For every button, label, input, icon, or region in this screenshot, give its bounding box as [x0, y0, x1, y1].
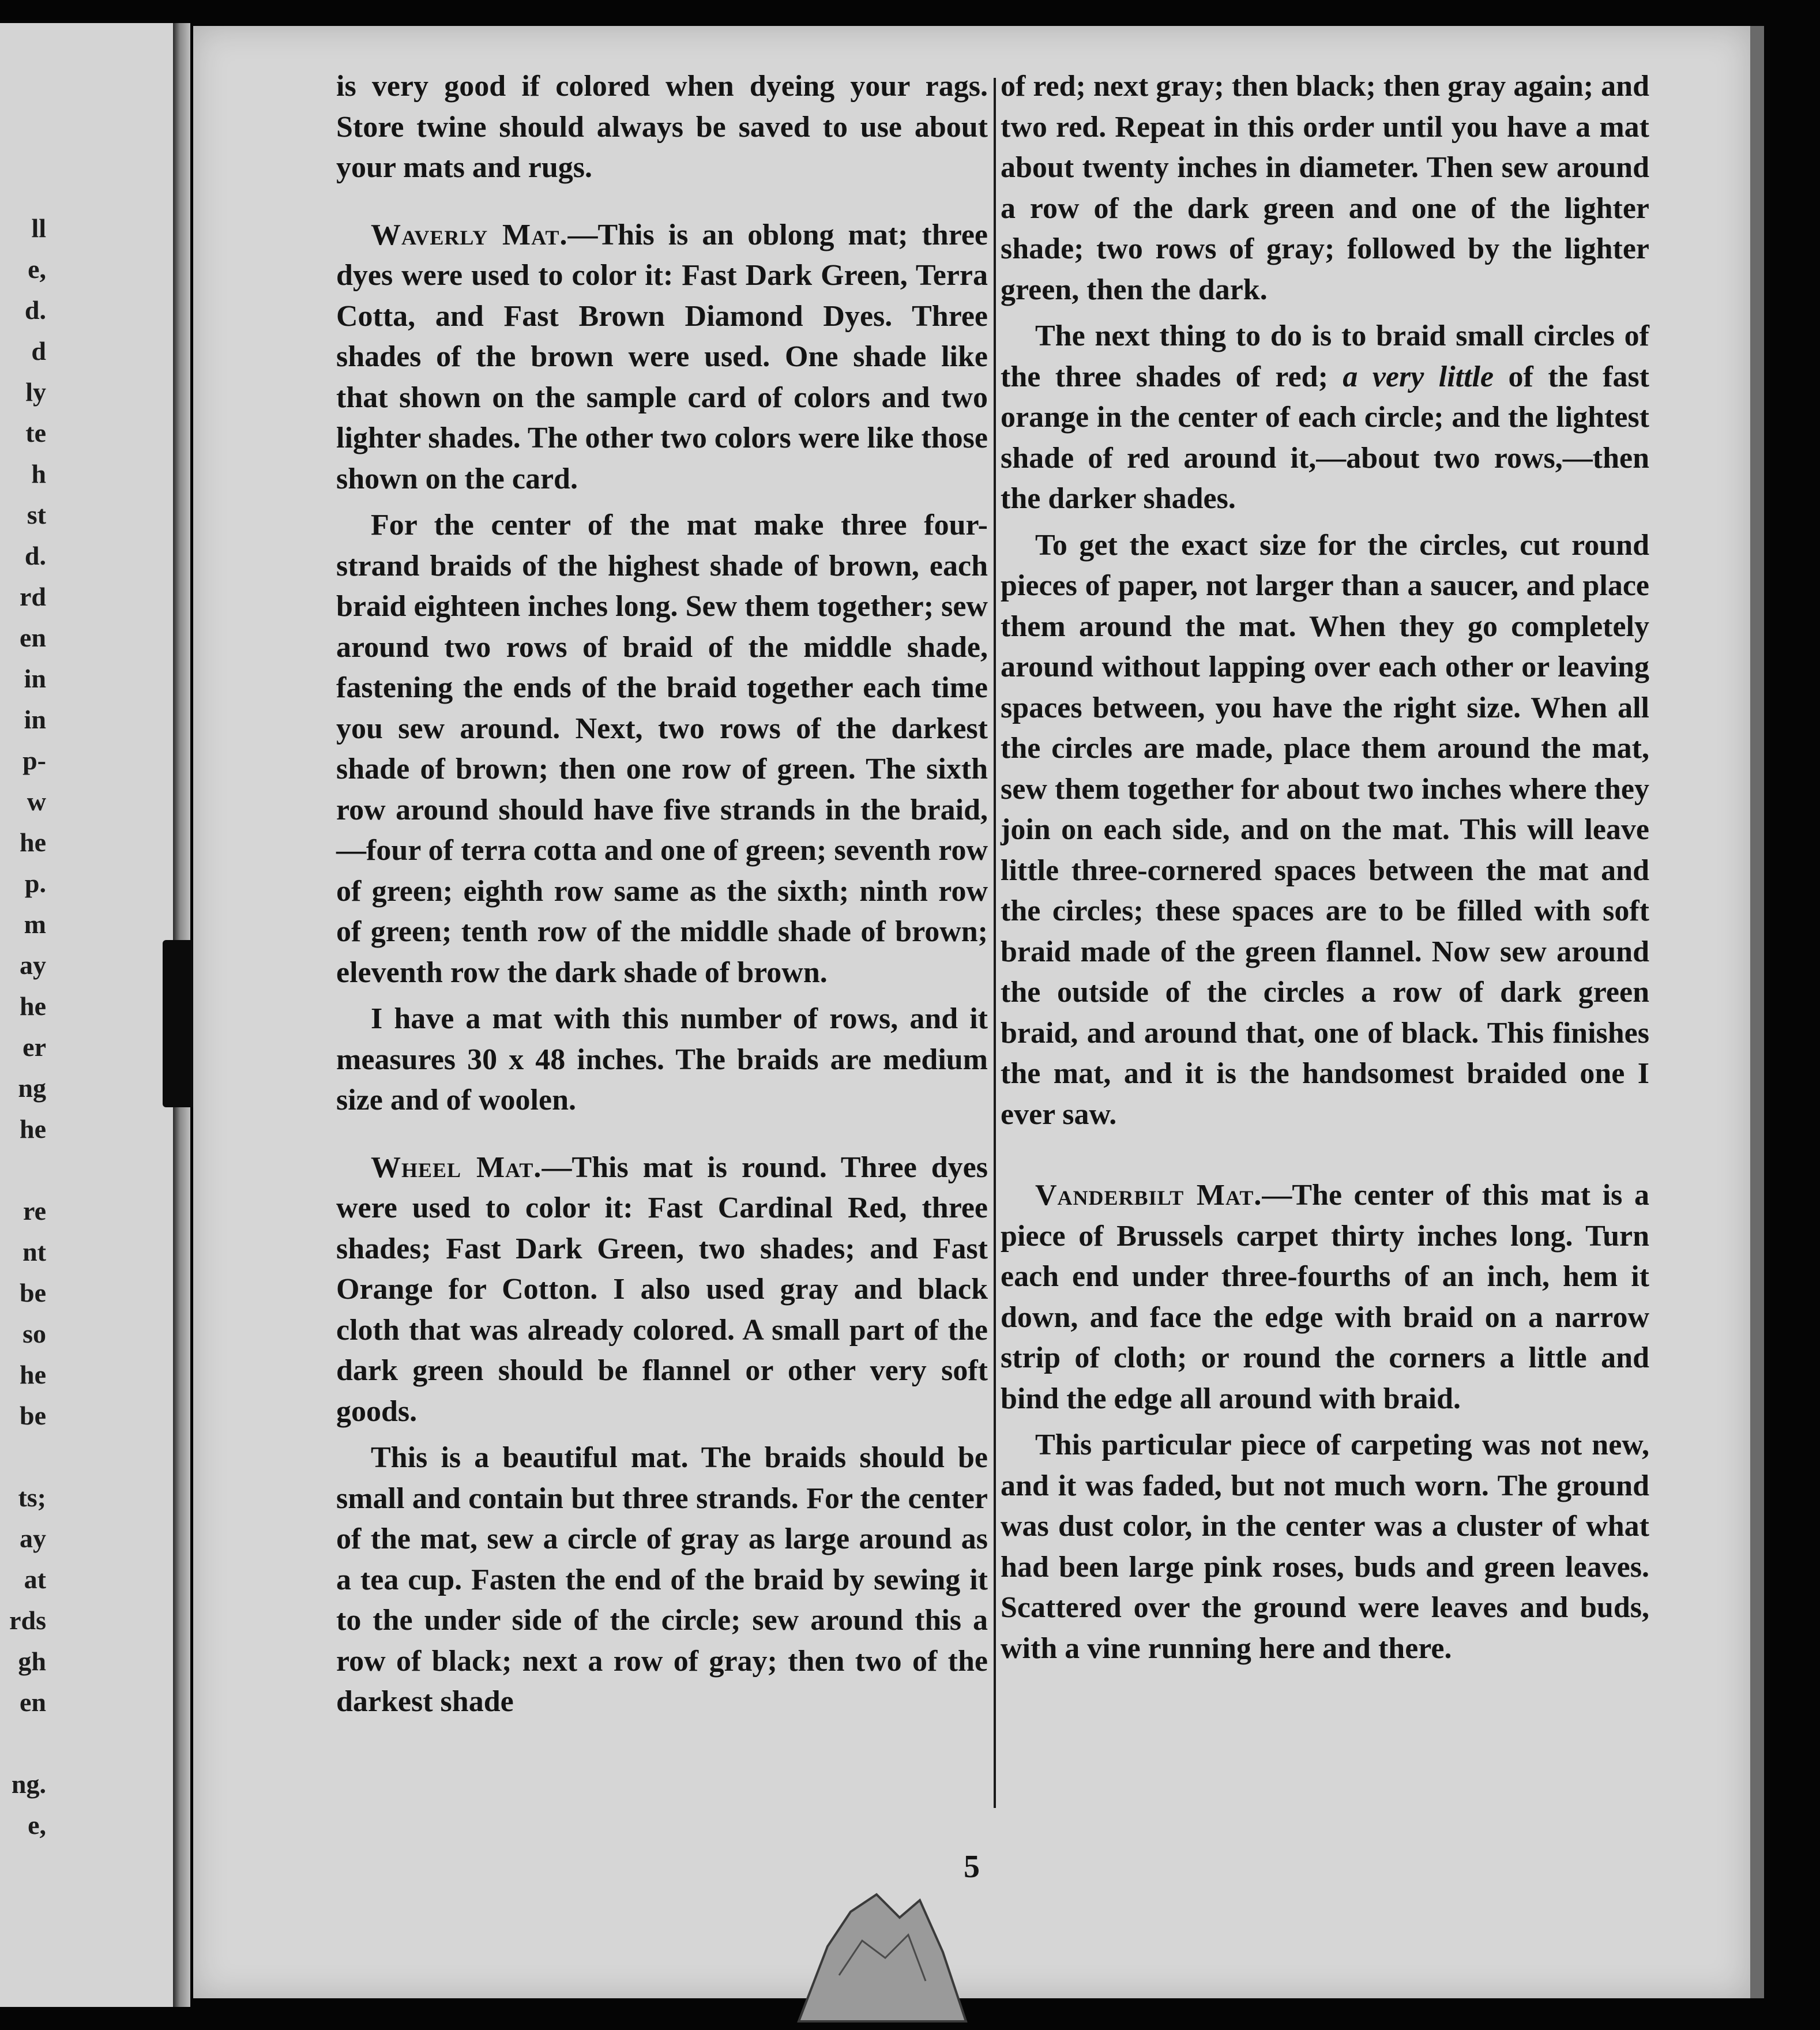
facing-line-ending: at [24, 1565, 46, 1594]
facing-line-ending: p- [22, 746, 46, 775]
facing-line-ending: e, [28, 254, 46, 284]
emphasis-text: a very little [1343, 360, 1494, 393]
facing-line-ending: d [31, 336, 46, 366]
facing-line-ending: te [25, 418, 46, 448]
waverly-mat-paragraph: Waverly Mat.—This is an oblong mat; three dyes were used to color it: Fast Dark Green, Terra Cotta, and Fast Brown Diamond Dyes. Three shades of the brown were used. One shade like that shown on the sample card of colors and two lighter shades. The other two colors were like those shown on the card. [336, 218, 988, 495]
facing-line-ending: ng. [11, 1769, 46, 1799]
facing-line-ending: w [27, 787, 46, 816]
facing-line-ending: ay [20, 950, 46, 980]
facing-line-ending: st [27, 500, 46, 529]
facing-line-ending: ll [31, 213, 46, 243]
book-page [193, 26, 1764, 1998]
facing-line-ending [0, 1436, 46, 1477]
facing-line-ending: m [24, 909, 46, 939]
facing-line-ending: so [22, 1319, 46, 1348]
wheel-continued-paragraph: of red; next gray; then black; then gray again; and two red. Repeat in this order until you have a mat about twenty inches in diameter. Then sew around a row of the dark green and one of the lighter shade; two rows of gray; followed by the lighter green, then the dark. [1001, 70, 1649, 306]
facing-line-ending [0, 1149, 46, 1190]
facing-line-ending: rds [9, 1606, 46, 1635]
waverly-mat-heading: Waverly Mat. [371, 218, 568, 251]
paper-tear-mark [776, 1877, 983, 2027]
waverly-instructions-paragraph: For the center of the mat make three four-strand braids of the highest shade of brown, each braid eighteen inches long. Sew them together; sew around two rows of braid of the middle shade, fastening the ends of the braid together each time you sew around. Next, two rows of the darkest shade of brown; then one row of green. The sixth row around should have five strands in the braid,—four of terra cotta and one of green; seventh row of green; eighth row same as the sixth; ninth row of green; tenth row of the middle shade of brown; eleventh row the dark shade of brown. [336, 509, 988, 989]
facing-line-ending: d. [24, 295, 46, 325]
facing-line-ending: in [24, 664, 46, 693]
facing-line-ending: nt [22, 1237, 46, 1266]
facing-page-fragment [0, 23, 173, 2007]
facing-line-ending: be [20, 1278, 46, 1307]
facing-line-ending: gh [18, 1646, 46, 1676]
column-divider [994, 78, 996, 1808]
facing-line-ending: ay [20, 1524, 46, 1553]
facing-line-ending: in [24, 705, 46, 734]
continued-paragraph: is very good if colored when dyeing your rags. Store twine should always be saved to use about your mats and rugs. [336, 70, 988, 184]
facing-line-ending: en [20, 1687, 46, 1717]
facing-line-ending: he [20, 991, 46, 1021]
circles-paragraph: The next thing to do is to braid small circles of the three shades of red; a very little of the fast orange in the center of each circle; and the lightest shade of red around it,—about two rows,—then the darker shades. [1001, 319, 1649, 515]
facing-line-ending: er [22, 1032, 46, 1062]
facing-line-ending: rd [20, 582, 46, 611]
facing-line-ending: re [22, 1196, 46, 1225]
facing-line-ending: d. [24, 541, 46, 570]
wheel-mat-paragraph: Wheel Mat.—This mat is round. Three dyes were used to color it: Fast Cardinal Red, three shades; Fast Dark Green, two shades; and Fast Orange for Cotton. I also used gray and black cloth that was already colored. A small part of the dark green should be flannel or other very soft goods. [336, 1151, 988, 1428]
facing-line-ending: ly [25, 377, 46, 407]
facing-line-ending: ng [18, 1073, 46, 1103]
wheel-mat-heading: Wheel Mat. [371, 1151, 542, 1184]
facing-line-ending: he [20, 828, 46, 857]
facing-line-ending: p. [24, 869, 46, 898]
circle-size-paragraph: To get the exact size for the circles, cut round pieces of paper, not larger than a saucer, and place them around the mat. When they go completely around without lapping over each other or leaving spaces between, you have the right size. When all the circles are made, place them around the mat, sew them together for about two inches where they join on each side, and on the mat. This will leave little three-cornered spaces between the mat and the circles; these spaces are to be filled with soft braid made of the green flannel. Now sew around the outside of the circles a row of dark green braid, and around that, one of black. This finishes the mat, and it is the handsomest braided one I ever saw. [1001, 528, 1649, 1131]
wheel-instructions-paragraph: This is a beautiful mat. The braids should be small and contain but three strands. For the center of the mat, sew a circle of gray as large around as a tea cup. Fasten the end of the braid by sewing it to the under side of the circle; sew around this a row of black; next a row of gray; then two of the darkest shade [336, 1441, 988, 1718]
facing-line-ending: e, [28, 1810, 46, 1840]
page-number: 5 [964, 1849, 980, 1885]
facing-line-ending: ts; [18, 1483, 46, 1512]
carpet-description-paragraph: This particular piece of carpeting was not new, and it was faded, but not much worn. The ground was dust color, in the center was a cluster of what had been large pink roses, buds and green leaves. Scattered over the ground were leaves and buds, with a vine running here and there. [1001, 1428, 1649, 1665]
vanderbilt-mat-paragraph: Vanderbilt Mat.—The center of this mat is a piece of Brussels carpet thirty inches long. Turn each end under three-fourths of an inch, hem it down, and face the edge with braid on a narrow strip of cloth; or round the corners a little and bind the edge all around with braid. [1001, 1179, 1650, 1415]
facing-line-ending: he [20, 1360, 46, 1389]
facing-line-ending: be [20, 1401, 46, 1430]
facing-line-ending [0, 1723, 46, 1764]
waverly-measure-paragraph: I have a mat with this number of rows, and it measures 30 x 48 inches. The braids are medium size and of woolen. [336, 1002, 988, 1116]
right-text-column [1001, 66, 1649, 1675]
facing-line-ending: h [31, 459, 46, 488]
facing-page-line-endings [0, 208, 46, 1845]
left-text-column [336, 66, 988, 1728]
facing-line-ending: he [20, 1114, 46, 1144]
facing-line-ending: en [20, 623, 46, 652]
vanderbilt-mat-heading: Vanderbilt Mat. [1035, 1179, 1262, 1212]
